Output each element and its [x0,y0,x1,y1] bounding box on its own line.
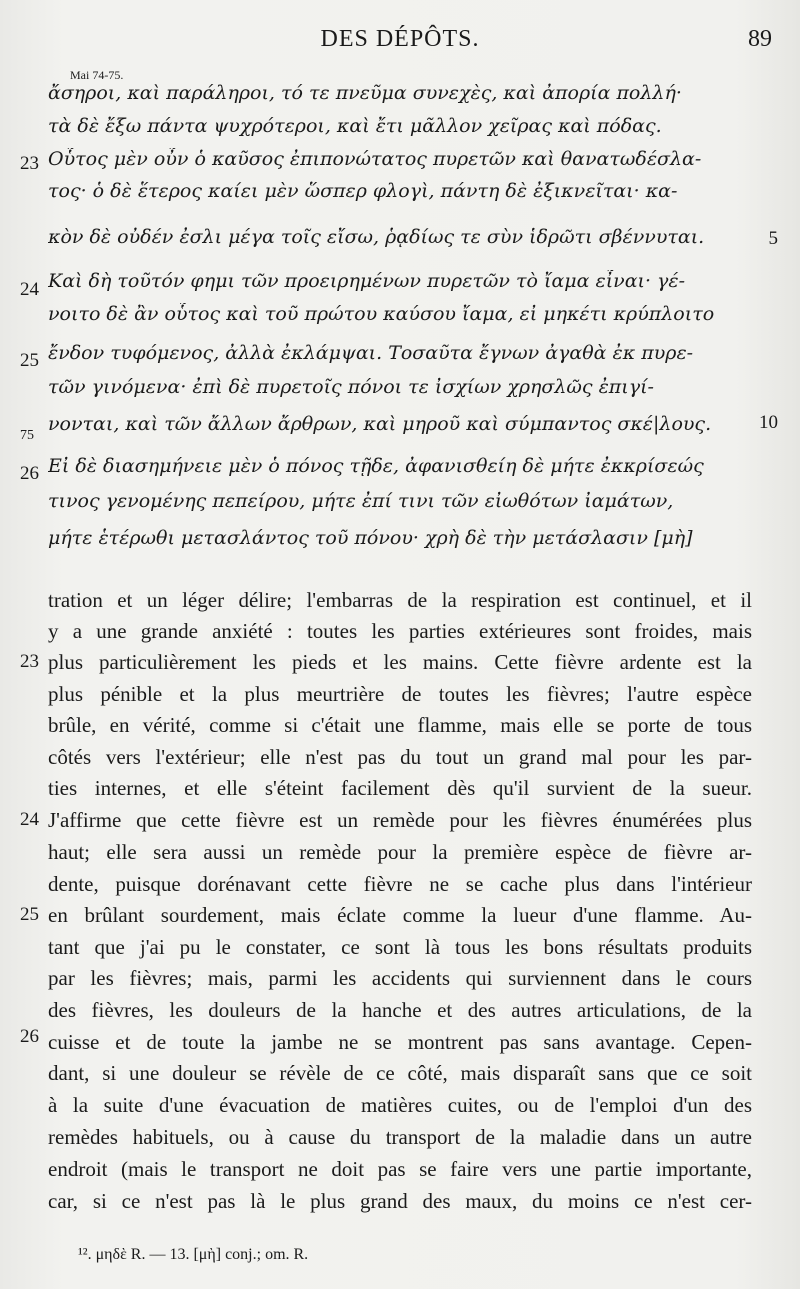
french-line: car, si ce n'est pas là le plus grand des maux, du moins ce n'est cer- [48,1189,752,1213]
french-line: tant que j'ai pu le constater, ce sont là tous les bons résultats produits [48,935,752,959]
french-line: brûle, en vérité, comme si c'était une flamme, mais elle se porte de tous [48,713,752,737]
running-head: DES DÉPÔTS. [320,26,480,52]
page-number: 89 [748,26,772,52]
french-line: haut; elle sera aussi un remède pour la première espèce de fièvre ar- [48,840,752,864]
greek-line: μήτε ἑτέρωθι μετασλάντος τοῦ πόνου· χρὴ δὲ τὴν μετάσλασιν [μὴ] [48,527,693,549]
french-line: remèdes habituels, ou à cause du transport de la maladie dans un autre [48,1125,752,1149]
footnote: ¹². μηδὲ R. — 13. [μὴ] conj.; om. R. [78,1246,309,1263]
french-line: ties internes, et elle s'éteint facilement dès qu'il survient de la sueur. [48,776,752,800]
page-reference-number: 75 [20,428,34,443]
french-line: tration et un léger délire; l'embarras de la respiration est continuel, et il [48,588,752,612]
greek-line: κὸν δὲ οὐδέν ἐσλι μέγα τοῖς εἴσω, ῥᾳδίως τε σὺν ἱδρῶτι σβέννυται. [48,226,705,248]
french-line: y a une grande anxiété : toutes les parties extérieures sont froides, mais [48,619,752,643]
greek-line: Εἰ δὲ διασημήνειε μὲν ὁ πόνος τῇδε, ἀφανισθείη δὲ μήτε ἐκκρίσεώς [48,455,704,477]
section-number: 24 [20,279,39,300]
french-line: dant, si une douleur se révèle de ce côté, mais disparaît sans que ce soit [48,1061,752,1085]
french-line: endroit (mais le transport ne doit pas se faire vers une partie importante, [48,1157,752,1181]
french-line: en brûlant sourdement, mais éclate comme la lueur d'une flamme. Au- [48,903,752,927]
french-line: par les fièvres; mais, parmi les accidents qui surviennent dans le cours [48,966,752,990]
french-line: dente, puisque dorénavant cette fièvre ne se cache plus dans l'intérieur [48,872,752,896]
greek-line: τος· ὁ δὲ ἕτερος καίει μὲν ὥσπερ φλογὶ, πάντη δὲ ἐξικνεῖται· κα- [48,180,678,202]
section-number: 26 [20,1026,39,1047]
section-number: 25 [20,904,39,925]
line-number: 10 [759,412,778,433]
greek-line: νοιτο δὲ ἂν οὗτος καὶ τοῦ πρώτου καύσου ἴαμα, εἰ μηκέτι κρύπλοιτο [48,303,715,325]
section-number: 23 [20,153,39,174]
greek-line: τὰ δὲ ἔξω πάντα ψυχρότεροι, καὶ ἔτι μᾶλλον χεῖρας καὶ πόδας. [48,115,662,137]
section-number: 24 [20,809,39,830]
greek-line: Οὗτος μὲν οὖν ὁ καῦσος ἐπιπονώτατος πυρετῶν καὶ θανατωδέσλα- [48,148,702,170]
greek-line: τινος γενομένης πεπείρου, μήτε ἐπί τινι τῶν εἰωθότων ἰαμάτων, [48,490,674,512]
french-line: côtés vers l'extérieur; elle n'est pas du tout un grand mal pour les par- [48,745,752,769]
french-line: cuisse et de toute la jambe ne se montrent pas sans avantage. Cepen- [48,1030,752,1054]
greek-line: Καὶ δὴ τοῦτόν φημι τῶν προειρημένων πυρετῶν τὸ ἴαμα εἶναι· γέ- [48,270,686,292]
greek-line: τῶν γινόμενα· ἐπὶ δὲ πυρετοῖς πόνοι τε ἰσχίων χρησλῶς ἐπιγί- [48,376,654,398]
greek-line: ἄσηροι, καὶ παράληροι, τό τε πνεῦμα συνεχὲς, καὶ ἀπορία πολλή· [48,82,682,104]
french-line: plus particulièrement les pieds et les mains. Cette fièvre ardente est la [48,650,752,674]
section-number: 26 [20,463,39,484]
french-line: J'affirme que cette fièvre est un remède pour les fièvres énumérées plus [48,808,752,832]
greek-line: ἔνδον τυφόμενος, ἀλλὰ ἐκλάμψαι. Τοσαῦτα ἔγνων ἀγαθὰ ἐκ πυρε- [48,342,694,364]
section-number: 25 [20,350,39,371]
french-line: des fièvres, les douleurs de la hanche et des autres articulations, de la [48,998,752,1022]
manuscript-reference: Mai 74-75. [70,68,124,82]
line-number: 5 [768,228,778,249]
french-line: plus pénible et la plus meurtrière de toutes les fièvres; l'autre espèce [48,682,752,706]
greek-line: νονται, καὶ τῶν ἄλλων ἄρθρων, καὶ μηροῦ καὶ σύμπαντος σκέ|λους. [48,413,712,435]
section-number: 23 [20,651,39,672]
french-line: à la suite d'une évacuation de matières cuites, ou de l'emploi d'un des [48,1093,752,1117]
